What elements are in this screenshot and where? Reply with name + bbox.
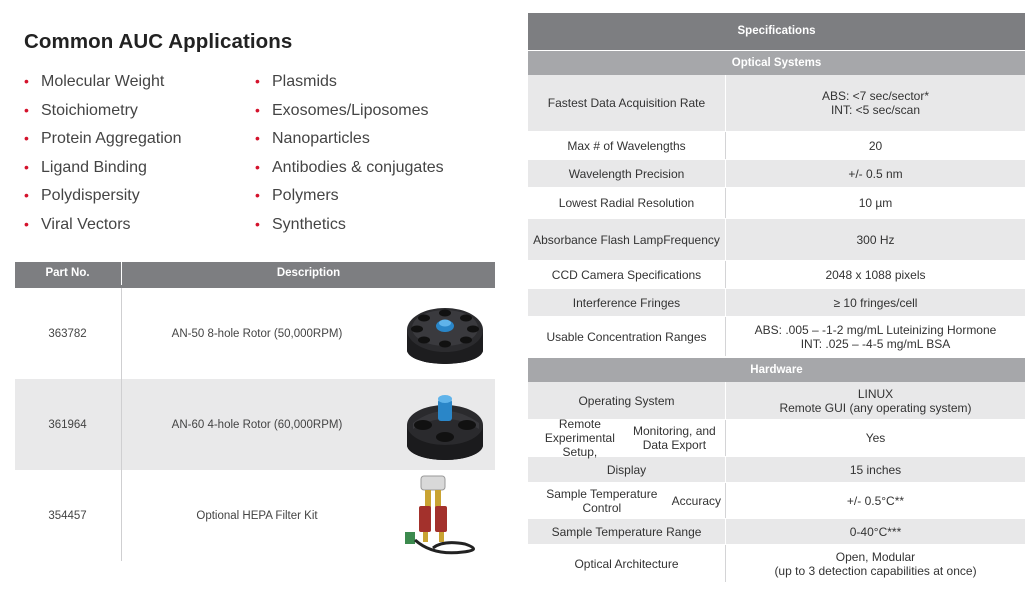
hepa-filter-kit-icon xyxy=(393,470,495,561)
application-label: Molecular Weight xyxy=(41,73,165,90)
part-description: AN-60 4-hole Rotor (60,000RPM) xyxy=(121,379,392,470)
application-label: Synthetics xyxy=(272,215,346,233)
spec-value: LINUX Remote GUI (any operating system) xyxy=(779,386,972,415)
part-number: 354457 xyxy=(48,509,87,522)
spec-value: 15 inches xyxy=(849,462,902,477)
list-item xyxy=(255,181,444,210)
spec-value: +/- 0.5°C** xyxy=(846,493,905,508)
spec-value: 300 Hz xyxy=(856,232,895,247)
list-item xyxy=(255,96,444,125)
spec-label: Wavelength Precision xyxy=(528,160,726,187)
list-item xyxy=(24,181,182,210)
spec-row xyxy=(528,188,1025,219)
bullet-icon: • xyxy=(255,158,260,175)
spec-label: CCD Camera Specifications xyxy=(528,261,726,288)
part-no-header: Part No. xyxy=(45,267,90,279)
spec-value: 20 xyxy=(868,138,883,153)
application-label: Viral Vectors xyxy=(41,215,131,233)
hardware-rows xyxy=(528,382,1025,583)
application-label: Protein Aggregation xyxy=(41,130,182,148)
bullet-icon: • xyxy=(24,187,29,204)
spec-value: +/- 0.5 nm xyxy=(848,166,903,181)
spec-row xyxy=(528,132,1025,160)
spec-value: ABS: <7 sec/sector* INT: <5 sec/scan xyxy=(821,89,930,117)
bullet-icon: • xyxy=(24,158,29,175)
list-item xyxy=(24,67,182,96)
optical-systems-heading: Optical Systems xyxy=(528,51,1025,75)
application-label: Plasmids xyxy=(272,73,337,90)
specifications-title: Specifications xyxy=(528,13,1025,50)
spec-row xyxy=(528,75,1025,132)
application-label: Polydispersity xyxy=(41,187,140,205)
part-description: Optional HEPA Filter Kit xyxy=(121,470,392,561)
spec-row xyxy=(528,483,1025,519)
spec-row xyxy=(528,317,1025,357)
list-item xyxy=(255,67,444,96)
list-item xyxy=(255,210,444,239)
spec-label: Optical Architecture xyxy=(528,545,726,582)
spec-label: Interference Fringes xyxy=(528,289,726,316)
bullet-icon: • xyxy=(24,215,29,232)
spec-label: Display xyxy=(528,457,726,482)
application-label: Antibodies & conjugates xyxy=(272,158,444,176)
spec-value: Yes xyxy=(865,431,886,445)
bullet-icon: • xyxy=(255,215,260,232)
list-item xyxy=(24,153,182,182)
spec-value: 0-40°C*** xyxy=(849,524,902,539)
spec-row xyxy=(528,417,1025,459)
list-item xyxy=(255,153,444,182)
part-number: 361964 xyxy=(48,418,87,431)
list-item xyxy=(255,124,444,153)
part-number: 363782 xyxy=(48,327,87,340)
spec-row xyxy=(528,289,1025,317)
spec-value: Open, Modular (up to 3 detection capabilities at once) xyxy=(774,549,977,578)
list-item xyxy=(24,96,182,125)
spec-label: Operating System xyxy=(528,382,726,419)
spec-row xyxy=(528,545,1025,583)
spec-value: ABS: .005 – -1-2 mg/mL Luteinizing Hormone INT: .025 – -4-5 mg/mL BSA xyxy=(754,322,997,351)
applications-list-left xyxy=(24,67,182,239)
spec-row xyxy=(528,382,1025,420)
spec-label: Remote Experimental Setup, Monitoring, and Data Export xyxy=(528,420,726,456)
spec-row xyxy=(528,219,1025,261)
optical-systems-rows xyxy=(528,75,1025,357)
description-header: Description xyxy=(121,262,495,285)
applications-title: Common AUC Applications xyxy=(24,30,293,53)
bullet-icon: • xyxy=(255,101,260,118)
specifications-table xyxy=(528,13,1025,583)
spec-value: 10 µm xyxy=(858,196,893,210)
spec-label: Fastest Data Acquisition Rate xyxy=(528,75,726,131)
rotor-8-hole-icon xyxy=(393,288,495,379)
bullet-icon: • xyxy=(24,101,29,118)
spec-label: Absorbance Flash Lamp Frequency xyxy=(528,219,726,260)
table-row xyxy=(15,470,495,561)
spec-row xyxy=(528,160,1025,188)
spec-row xyxy=(528,261,1025,289)
spec-value: 2048 x 1088 pixels xyxy=(825,267,926,282)
spec-value: ≥ 10 fringes/cell xyxy=(833,295,918,310)
application-label: Exosomes/Liposomes xyxy=(272,101,429,119)
table-row xyxy=(15,288,495,379)
spec-row xyxy=(528,457,1025,483)
table-row xyxy=(15,379,495,470)
bullet-icon: • xyxy=(255,73,260,89)
application-label: Stoichiometry xyxy=(41,101,138,119)
hardware-heading: Hardware xyxy=(528,358,1025,382)
bullet-icon: • xyxy=(24,130,29,147)
spec-row xyxy=(528,519,1025,545)
parts-table xyxy=(15,262,495,561)
applications-list-right xyxy=(255,67,444,239)
spec-label: Lowest Radial Resolution xyxy=(528,188,726,218)
part-description: AN-50 8-hole Rotor (50,000RPM) xyxy=(121,288,392,379)
rotor-4-hole-icon xyxy=(393,379,495,470)
parts-table-header xyxy=(15,262,495,288)
application-label: Ligand Binding xyxy=(41,158,147,176)
list-item xyxy=(24,124,182,153)
spec-label: Sample Temperature Range xyxy=(528,519,726,544)
list-item xyxy=(24,210,182,239)
spec-label: Max # of Wavelengths xyxy=(528,132,726,159)
bullet-icon: • xyxy=(24,73,29,89)
spec-label: Usable Concentration Ranges xyxy=(528,317,726,356)
application-label: Polymers xyxy=(272,187,339,205)
bullet-icon: • xyxy=(255,187,260,204)
application-label: Nanoparticles xyxy=(272,130,370,148)
bullet-icon: • xyxy=(255,130,260,147)
spec-label: Sample Temperature Control Accuracy xyxy=(528,483,726,518)
